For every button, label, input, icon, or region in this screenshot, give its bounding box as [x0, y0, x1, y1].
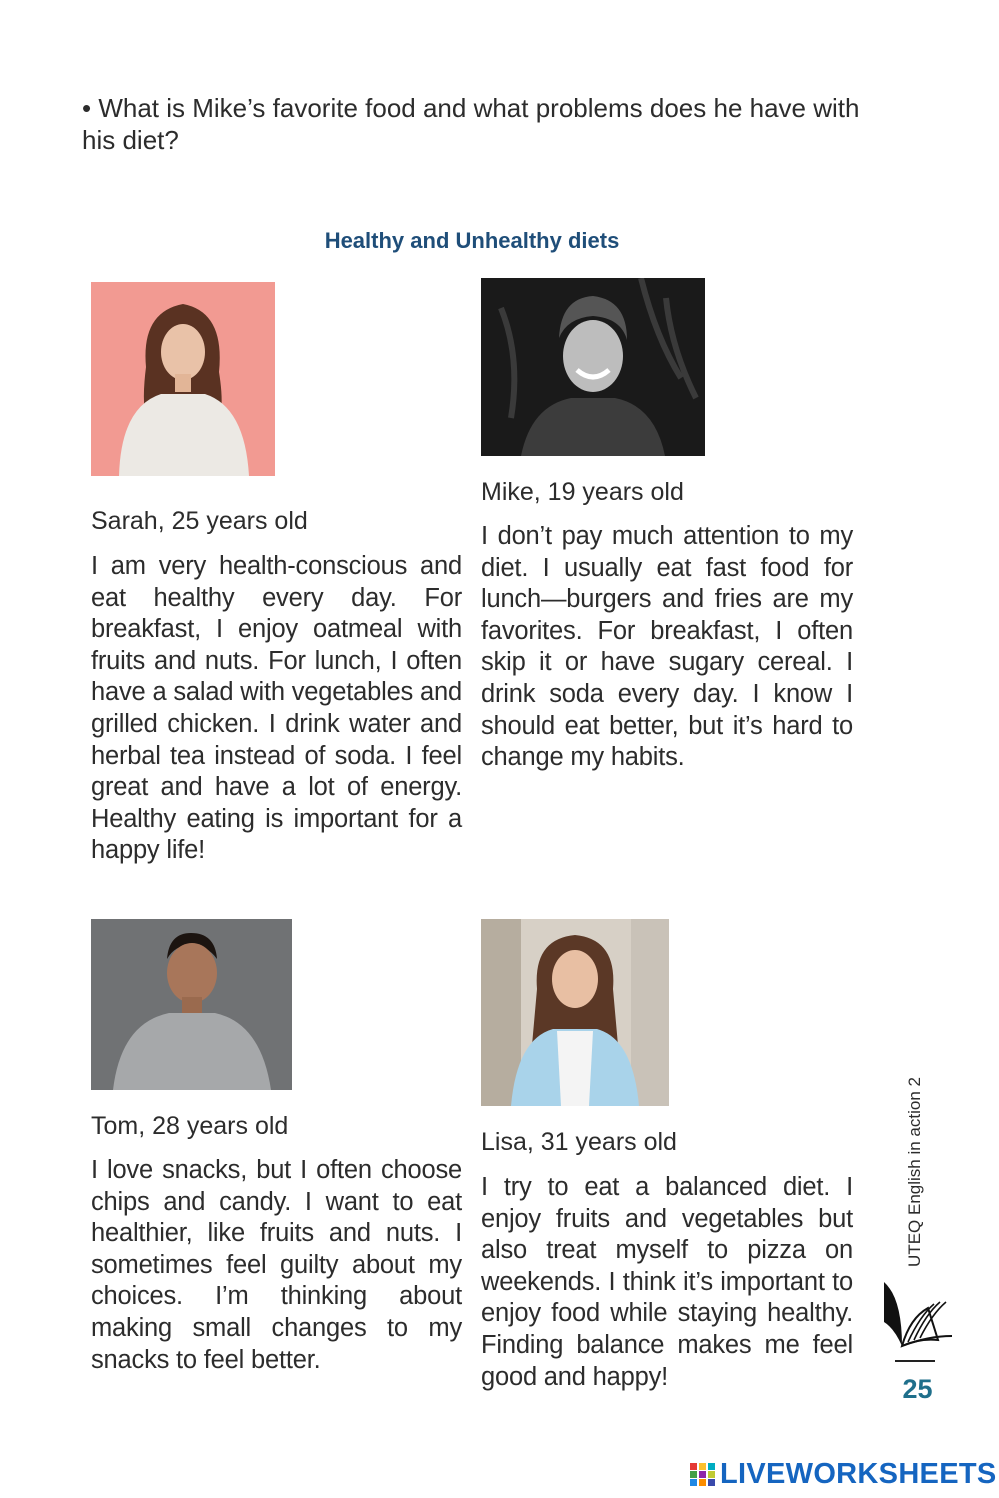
- page-number-rule: [895, 1360, 935, 1362]
- sarah-text: I am very health-conscious and eat healthy every day. For breakfast, I enjoy oatmeal with fruits and nuts. For lunch, I often have a salad with vegetables and grilled chicken. I drink water and herbal tea instead of soda. I feel great and have a lot of energy. Healthy eating is important for a happy life!: [91, 552, 462, 865]
- liveworksheets-logo-icon: [690, 1461, 716, 1487]
- mike-name: Mike, 19 years old: [481, 478, 684, 506]
- liveworksheets-wordmark: LIVEWORKSHEETS: [720, 1457, 997, 1490]
- mike-text: I don’t pay much attention to my diet. I usually eat fast food for lunch—burgers and fries are my favorites. For breakfast, I often skip it or have sugary cereal. I drink soda every day. I know I should eat better, but it’s hard to change my habits.: [481, 522, 853, 772]
- lisa-name: Lisa, 31 years old: [481, 1128, 677, 1156]
- book-title-text: UTEQ English in action 2: [905, 1077, 924, 1267]
- lisa-photo: [481, 919, 669, 1106]
- page-number: 25: [902, 1374, 933, 1404]
- book-title: [895, 1072, 935, 1272]
- question-text: • What is Mike’s favorite food and what problems does he have with his diet?: [82, 93, 860, 155]
- tom-name: Tom, 28 years old: [91, 1112, 289, 1140]
- mike-photo: [481, 278, 705, 456]
- open-book-icon: [880, 1278, 956, 1350]
- liveworksheets-brand[interactable]: [690, 1458, 997, 1490]
- tom-photo: [91, 919, 292, 1090]
- lisa-text: I try to eat a balanced diet. I enjoy fruits and vegetables but also treat myself to pizza on weekends. I think it’s important to enjoy food while staying healthy. Finding balance makes me feel good and happy!: [481, 1173, 853, 1391]
- tom-text: I love snacks, but I often choose chips and candy. I want to eat healthier, like fruits and nuts. I sometimes feel guilty about my choices. I’m thinking about making small changes to my snacks to feel better.: [91, 1156, 462, 1374]
- sarah-photo: [91, 282, 275, 476]
- section-title: Healthy and Unhealthy diets: [324, 228, 620, 253]
- sarah-name: Sarah, 25 years old: [91, 507, 308, 535]
